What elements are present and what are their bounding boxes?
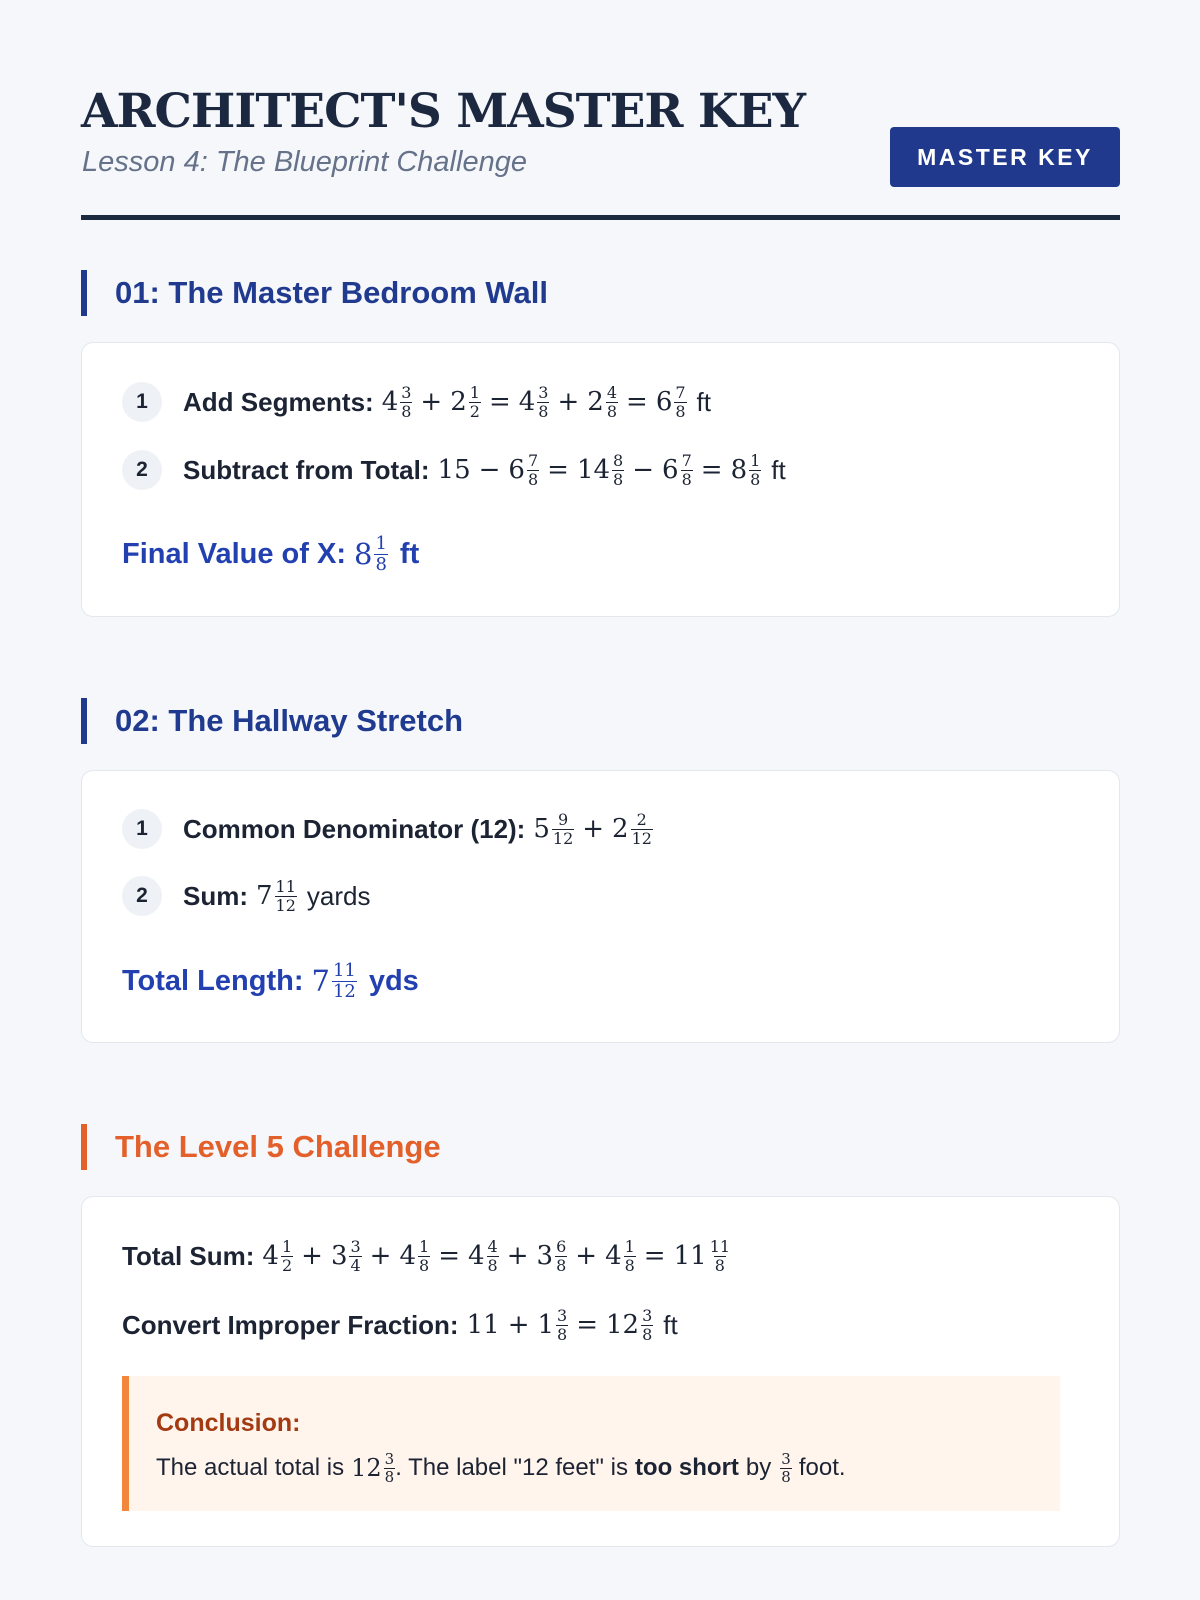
math-number: 12 xyxy=(606,1310,640,1340)
step-label: Subtract from Total: xyxy=(183,454,430,485)
convert-line xyxy=(122,1303,678,1347)
fraction-numerator: 7 xyxy=(675,382,686,402)
line-math xyxy=(262,1236,731,1275)
step-row xyxy=(122,382,711,422)
page-title: ARCHITECT'S MASTER KEY xyxy=(81,84,806,139)
step-math xyxy=(533,809,653,848)
final-math xyxy=(311,959,356,1002)
math-operator: + xyxy=(506,1241,529,1271)
fraction-numerator: 8 xyxy=(613,450,624,470)
step-row xyxy=(122,450,786,490)
fraction-denominator: 8 xyxy=(527,469,539,489)
math-fraction xyxy=(281,1236,293,1275)
fraction-denominator: 8 xyxy=(642,1324,653,1344)
step-math xyxy=(256,876,297,915)
page-subtitle: Lesson 4: The Blueprint Challenge xyxy=(82,146,527,178)
fraction-numerator: 3 xyxy=(401,382,412,402)
step-label: Sum: xyxy=(183,880,248,911)
total-length xyxy=(122,956,419,1006)
final-label: Final Value of X: xyxy=(122,537,346,570)
math-fraction xyxy=(641,1305,653,1344)
math-fraction xyxy=(552,809,574,848)
step-row xyxy=(122,809,663,849)
fraction-denominator: 8 xyxy=(419,1255,430,1275)
fraction-denominator: 12 xyxy=(631,828,652,848)
fraction-numerator: 1 xyxy=(419,1236,430,1256)
fraction-denominator: 8 xyxy=(613,469,624,489)
step-math xyxy=(381,382,687,421)
conclusion-total xyxy=(351,1449,395,1486)
section-01-card xyxy=(81,342,1120,617)
math-fraction xyxy=(624,1236,636,1275)
math-number: 14 xyxy=(576,455,611,485)
fraction-numerator: 2 xyxy=(636,809,647,829)
final-whole: 8 xyxy=(354,537,373,571)
math-operator: − xyxy=(632,455,655,485)
math-operator: + xyxy=(420,387,443,417)
conclusion-diff xyxy=(778,1449,792,1486)
math-fraction xyxy=(469,382,481,421)
final-whole: 7 xyxy=(311,964,330,998)
fraction-denominator: 8 xyxy=(606,401,618,421)
conclusion-box xyxy=(122,1376,1060,1511)
section-01-title: 01: The Master Bedroom Wall xyxy=(81,270,1120,316)
math-fraction xyxy=(349,1236,361,1275)
conclusion-total-fraction xyxy=(384,1449,396,1486)
conclusion-text-c: by xyxy=(745,1454,772,1481)
conclusion-emphasis: too short xyxy=(634,1454,739,1481)
fraction-denominator: 8 xyxy=(538,401,549,421)
math-number: 4 xyxy=(262,1241,279,1271)
section-02-title: 02: The Hallway Stretch xyxy=(81,698,1120,744)
fraction-numerator: 11 xyxy=(709,1236,731,1256)
math-fraction xyxy=(537,382,549,421)
fraction-numerator: 1 xyxy=(469,382,480,402)
section-02-card xyxy=(81,770,1120,1043)
conclusion-text-d: foot. xyxy=(798,1454,846,1481)
math-number: 6 xyxy=(508,455,525,485)
fraction-denominator: 2 xyxy=(469,401,480,421)
math-number: 11 xyxy=(466,1310,500,1340)
fraction-numerator: 7 xyxy=(681,450,692,470)
conclusion-total-whole: 12 xyxy=(351,1454,382,1482)
math-fraction xyxy=(275,876,297,915)
conclusion-title: Conclusion: xyxy=(156,1409,301,1437)
math-operator: + xyxy=(369,1241,392,1271)
math-operator: = xyxy=(643,1241,666,1271)
math-operator: = xyxy=(438,1241,460,1271)
math-operator: = xyxy=(626,387,648,417)
fraction-numerator: 1 xyxy=(750,450,761,470)
page-header xyxy=(81,0,1120,220)
math-operator: + xyxy=(575,1241,598,1271)
math-number: 2 xyxy=(587,387,604,417)
fraction-numerator: 1 xyxy=(624,1236,635,1256)
math-number: 3 xyxy=(330,1241,348,1271)
fraction-denominator: 8 xyxy=(557,1324,568,1344)
math-operator: = xyxy=(576,1310,599,1340)
math-fraction xyxy=(527,450,539,489)
math-number: 6 xyxy=(655,387,673,417)
step-unit: yards xyxy=(306,880,371,911)
master-key-badge: MASTER KEY xyxy=(890,127,1120,187)
conclusion-total-denominator: 8 xyxy=(384,1467,395,1486)
fraction-numerator: 9 xyxy=(557,809,569,829)
math-number: 2 xyxy=(450,387,467,417)
final-value xyxy=(122,529,419,579)
math-number: 2 xyxy=(612,814,629,844)
step-row xyxy=(122,876,370,916)
math-operator: + xyxy=(507,1310,530,1340)
math-fraction xyxy=(612,450,624,489)
math-fraction xyxy=(709,1236,731,1275)
math-number: 15 xyxy=(437,455,471,485)
final-denominator: 8 xyxy=(375,553,387,575)
math-fraction xyxy=(681,450,693,489)
math-number: 8 xyxy=(730,455,748,485)
fraction-denominator: 4 xyxy=(350,1255,361,1275)
math-fraction xyxy=(606,382,618,421)
worksheet-page xyxy=(81,0,1120,1486)
final-label: Total Length: xyxy=(122,964,304,997)
fraction-denominator: 8 xyxy=(487,1255,498,1275)
step-number: 2 xyxy=(122,450,162,490)
line-unit: ft xyxy=(663,1309,678,1340)
conclusion-diff-denominator: 8 xyxy=(781,1467,791,1486)
step-unit: ft xyxy=(696,386,711,417)
conclusion-total-numerator: 3 xyxy=(384,1449,395,1468)
math-number: 11 xyxy=(673,1241,707,1271)
step-number: 1 xyxy=(122,382,162,422)
fraction-numerator: 1 xyxy=(281,1236,293,1256)
final-numerator: 1 xyxy=(375,532,387,554)
math-number: 4 xyxy=(605,1241,622,1271)
final-fraction xyxy=(332,959,357,1002)
math-number: 4 xyxy=(468,1241,485,1271)
math-fraction xyxy=(631,809,653,848)
math-number: 5 xyxy=(533,814,550,844)
step-label: Add Segments: xyxy=(183,386,374,417)
final-math xyxy=(354,532,388,575)
math-operator: = xyxy=(488,387,511,417)
math-operator: + xyxy=(301,1241,323,1271)
math-fraction xyxy=(418,1236,430,1275)
fraction-numerator: 4 xyxy=(606,382,618,402)
math-number: 3 xyxy=(536,1241,554,1271)
math-fraction xyxy=(674,382,686,421)
fraction-denominator: 8 xyxy=(556,1255,567,1275)
math-number: 4 xyxy=(518,387,536,417)
fraction-numerator: 4 xyxy=(487,1236,498,1256)
step-label: Common Denominator (12): xyxy=(183,813,526,844)
math-operator: + xyxy=(557,387,580,417)
fraction-denominator: 12 xyxy=(275,895,296,915)
line-math xyxy=(466,1305,654,1344)
total-sum-line xyxy=(122,1234,731,1278)
final-numerator: 11 xyxy=(332,959,356,981)
fraction-denominator: 12 xyxy=(552,828,574,848)
fraction-numerator: 6 xyxy=(556,1236,567,1256)
final-unit: ft xyxy=(399,537,420,570)
fraction-numerator: 7 xyxy=(527,450,539,470)
fraction-denominator: 8 xyxy=(624,1255,635,1275)
fraction-denominator: 8 xyxy=(714,1255,725,1275)
math-number: 1 xyxy=(537,1310,555,1340)
final-denominator: 12 xyxy=(332,980,356,1002)
math-operator: = xyxy=(547,455,569,485)
math-fraction xyxy=(556,1305,568,1344)
math-number: 6 xyxy=(662,455,679,485)
fraction-numerator: 3 xyxy=(642,1305,653,1325)
fraction-denominator: 2 xyxy=(281,1255,293,1275)
conclusion-diff-numerator: 3 xyxy=(781,1449,791,1468)
conclusion-text-a: The actual total is xyxy=(156,1454,345,1481)
step-number: 2 xyxy=(122,876,162,916)
math-operator: = xyxy=(700,455,723,485)
final-fraction xyxy=(374,532,387,575)
math-number: 4 xyxy=(399,1241,417,1271)
fraction-denominator: 8 xyxy=(681,469,692,489)
fraction-denominator: 8 xyxy=(675,401,686,421)
conclusion-diff-fraction xyxy=(780,1449,792,1486)
line-label: Total Sum: xyxy=(122,1240,255,1271)
challenge-card xyxy=(81,1196,1120,1547)
math-operator: + xyxy=(582,814,605,844)
line-label: Convert Improper Fraction: xyxy=(122,1309,459,1340)
math-fraction xyxy=(400,382,412,421)
fraction-numerator: 11 xyxy=(275,876,296,896)
math-fraction xyxy=(487,1236,499,1275)
fraction-numerator: 3 xyxy=(557,1305,568,1325)
fraction-numerator: 3 xyxy=(538,382,549,402)
math-number: 4 xyxy=(381,387,399,417)
conclusion-text xyxy=(156,1448,846,1488)
challenge-title: The Level 5 Challenge xyxy=(81,1124,1120,1170)
math-fraction xyxy=(749,450,761,489)
step-math xyxy=(437,450,762,489)
fraction-denominator: 8 xyxy=(750,469,761,489)
math-number: 7 xyxy=(256,881,273,911)
fraction-numerator: 3 xyxy=(350,1236,361,1256)
final-unit: yds xyxy=(368,964,419,997)
math-fraction xyxy=(555,1236,567,1275)
step-unit: ft xyxy=(771,454,786,485)
conclusion-text-b: . The label "12 feet" is xyxy=(395,1454,628,1481)
fraction-denominator: 8 xyxy=(401,401,412,421)
step-number: 1 xyxy=(122,809,162,849)
math-operator: − xyxy=(478,455,501,485)
